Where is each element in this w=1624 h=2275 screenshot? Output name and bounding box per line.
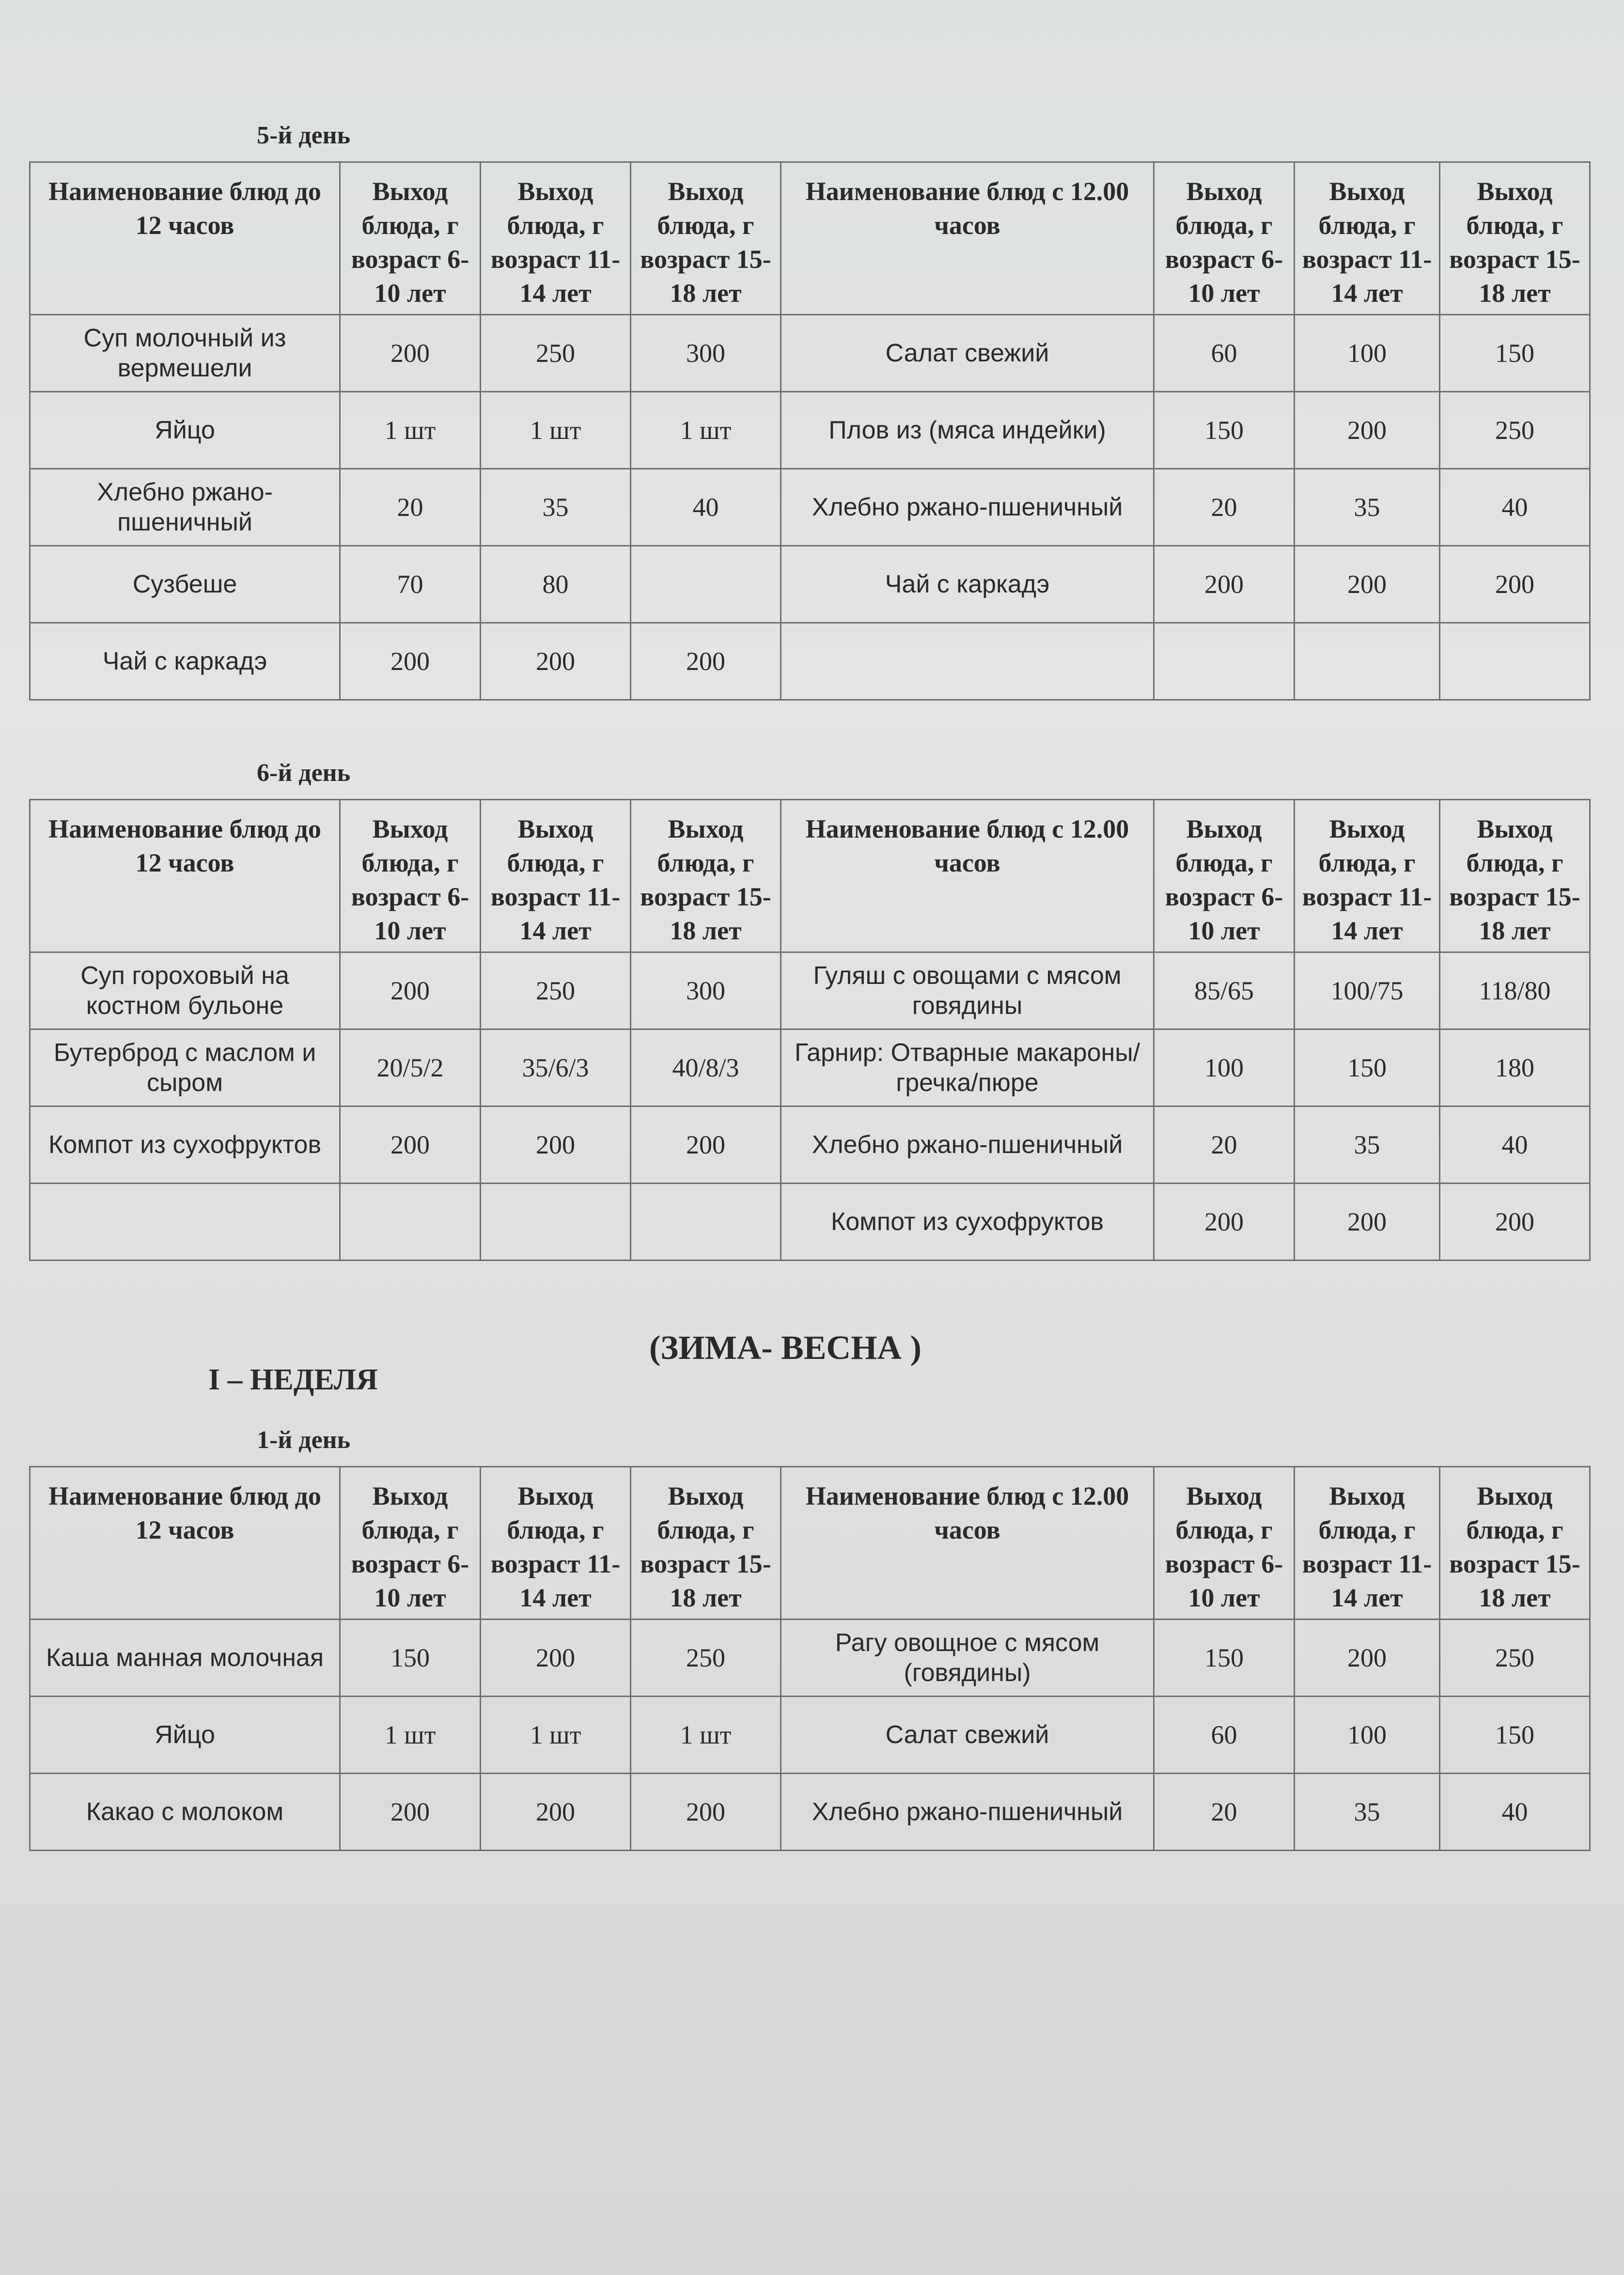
header-yield-11-14: Выход блюда, г возраст 11-14 лет bbox=[481, 800, 631, 952]
table-body bbox=[30, 315, 1590, 700]
table-row bbox=[30, 315, 1590, 392]
cell-yield-11-14: 200 bbox=[481, 1774, 631, 1851]
menu-table-day-1 bbox=[29, 1466, 1591, 1851]
header-dish-after: Наименование блюд с 12.00 часов bbox=[781, 800, 1154, 952]
cell-yield-11-14: 100 bbox=[1295, 315, 1440, 392]
cell-dish-before: Каша манная молочная bbox=[30, 1620, 340, 1697]
cell-dish-after: Хлебно ржано-пшеничный bbox=[781, 1106, 1154, 1184]
header-yield-11-14: Выход блюда, г возраст 11-14 лет bbox=[1295, 800, 1440, 952]
day-6-title: 6-й день bbox=[257, 759, 351, 787]
cell-yield-6-10: 200 bbox=[1154, 1184, 1295, 1261]
menu-table-day-5 bbox=[29, 161, 1591, 701]
cell-yield-15-18: 180 bbox=[1440, 1029, 1590, 1106]
cell-yield-6-10: 60 bbox=[1154, 1697, 1295, 1774]
cell-yield-15-18 bbox=[631, 1184, 781, 1261]
cell-yield-6-10: 150 bbox=[340, 1620, 481, 1697]
cell-dish-before: Яйцо bbox=[30, 392, 340, 469]
cell-dish-after bbox=[781, 623, 1154, 700]
table-row bbox=[30, 1697, 1590, 1774]
table-row bbox=[30, 623, 1590, 700]
cell-yield-6-10: 200 bbox=[340, 315, 481, 392]
cell-dish-after: Плов из (мяса индейки) bbox=[781, 392, 1154, 469]
table-row bbox=[30, 1106, 1590, 1184]
cell-dish-before: Яйцо bbox=[30, 1697, 340, 1774]
cell-dish-before: Суп гороховый на костном бульоне bbox=[30, 952, 340, 1029]
header-yield-15-18: Выход блюда, г возраст 15-18 лет bbox=[631, 800, 781, 952]
header-yield-6-10: Выход блюда, г возраст 6-10 лет bbox=[340, 162, 481, 315]
cell-yield-11-14: 150 bbox=[1295, 1029, 1440, 1106]
cell-yield-6-10: 20 bbox=[1154, 469, 1295, 546]
cell-yield-15-18: 40 bbox=[1440, 1774, 1590, 1851]
header-dish-after: Наименование блюд с 12.00 часов bbox=[781, 162, 1154, 315]
table-body bbox=[30, 952, 1590, 1261]
cell-yield-11-14: 100 bbox=[1295, 1697, 1440, 1774]
cell-yield-11-14: 1 шт bbox=[481, 392, 631, 469]
header-dish-before: Наименование блюд до 12 часов bbox=[30, 1467, 340, 1620]
cell-yield-11-14: 200 bbox=[1295, 546, 1440, 623]
cell-yield-11-14: 200 bbox=[481, 623, 631, 700]
cell-yield-15-18: 200 bbox=[631, 623, 781, 700]
table-row bbox=[30, 1184, 1590, 1261]
cell-dish-before: Чай с каркадэ bbox=[30, 623, 340, 700]
season-title: (ЗИМА- ВЕСНА ) bbox=[649, 1329, 921, 1367]
cell-yield-11-14: 35 bbox=[1295, 1774, 1440, 1851]
cell-yield-6-10: 1 шт bbox=[340, 1697, 481, 1774]
section-heading bbox=[29, 1329, 1599, 1426]
cell-yield-15-18: 200 bbox=[1440, 1184, 1590, 1261]
table-body bbox=[30, 1620, 1590, 1851]
header-yield-15-18: Выход блюда, г возраст 15-18 лет bbox=[1440, 1467, 1590, 1620]
cell-dish-after: Гарнир: Отварные макароны/ гречка/пюре bbox=[781, 1029, 1154, 1106]
cell-dish-before: Суп молочный из вермешели bbox=[30, 315, 340, 392]
header-yield-11-14: Выход блюда, г возраст 11-14 лет bbox=[1295, 162, 1440, 315]
table-row bbox=[30, 1774, 1590, 1851]
cell-yield-6-10: 200 bbox=[1154, 546, 1295, 623]
cell-yield-6-10: 60 bbox=[1154, 315, 1295, 392]
cell-yield-11-14: 100/75 bbox=[1295, 952, 1440, 1029]
cell-yield-11-14: 200 bbox=[1295, 1184, 1440, 1261]
header-yield-6-10: Выход блюда, г возраст 6-10 лет bbox=[1154, 1467, 1295, 1620]
header-yield-15-18: Выход блюда, г возраст 15-18 лет bbox=[631, 162, 781, 315]
cell-dish-before: Сузбеше bbox=[30, 546, 340, 623]
cell-yield-11-14: 35 bbox=[1295, 1106, 1440, 1184]
cell-yield-11-14 bbox=[1295, 623, 1440, 700]
cell-dish-after: Салат свежий bbox=[781, 315, 1154, 392]
menu-table-day-6 bbox=[29, 799, 1591, 1261]
cell-yield-15-18: 118/80 bbox=[1440, 952, 1590, 1029]
table-row bbox=[30, 1620, 1590, 1697]
cell-dish-after: Компот из сухофруктов bbox=[781, 1184, 1154, 1261]
header-yield-11-14: Выход блюда, г возраст 11-14 лет bbox=[1295, 1467, 1440, 1620]
cell-yield-11-14: 200 bbox=[481, 1106, 631, 1184]
cell-dish-before: Бутерброд с маслом и сыром bbox=[30, 1029, 340, 1106]
cell-yield-6-10: 20 bbox=[1154, 1106, 1295, 1184]
cell-yield-15-18: 250 bbox=[631, 1620, 781, 1697]
cell-yield-11-14: 200 bbox=[481, 1620, 631, 1697]
page-content bbox=[29, 121, 1599, 1909]
table-head bbox=[30, 162, 1590, 315]
cell-yield-11-14: 35 bbox=[481, 469, 631, 546]
cell-yield-6-10: 100 bbox=[1154, 1029, 1295, 1106]
cell-yield-15-18: 300 bbox=[631, 952, 781, 1029]
cell-yield-11-14: 200 bbox=[1295, 392, 1440, 469]
cell-dish-after: Хлебно ржано-пшеничный bbox=[781, 469, 1154, 546]
cell-dish-before: Какао с молоком bbox=[30, 1774, 340, 1851]
table-head bbox=[30, 1467, 1590, 1620]
cell-yield-6-10: 70 bbox=[340, 546, 481, 623]
cell-dish-after: Салат свежий bbox=[781, 1697, 1154, 1774]
day-5-title: 5-й день bbox=[257, 122, 351, 149]
cell-yield-15-18: 40 bbox=[631, 469, 781, 546]
table-header-row bbox=[30, 800, 1590, 952]
cell-yield-11-14: 200 bbox=[1295, 1620, 1440, 1697]
header-yield-11-14: Выход блюда, г возраст 11-14 лет bbox=[481, 1467, 631, 1620]
cell-dish-after: Гуляш с овощами с мясом говядины bbox=[781, 952, 1154, 1029]
cell-yield-6-10 bbox=[1154, 623, 1295, 700]
cell-dish-after: Хлебно ржано-пшеничный bbox=[781, 1774, 1154, 1851]
cell-yield-15-18: 300 bbox=[631, 315, 781, 392]
cell-dish-before: Компот из сухофруктов bbox=[30, 1106, 340, 1184]
header-dish-after: Наименование блюд с 12.00 часов bbox=[781, 1467, 1154, 1620]
cell-yield-6-10: 150 bbox=[1154, 1620, 1295, 1697]
day-1-title: 1-й день bbox=[257, 1426, 351, 1454]
table-row bbox=[30, 392, 1590, 469]
cell-yield-11-14: 250 bbox=[481, 315, 631, 392]
cell-yield-15-18: 150 bbox=[1440, 1697, 1590, 1774]
cell-yield-6-10: 85/65 bbox=[1154, 952, 1295, 1029]
cell-yield-6-10: 1 шт bbox=[340, 392, 481, 469]
cell-yield-15-18 bbox=[631, 546, 781, 623]
header-yield-15-18: Выход блюда, г возраст 15-18 лет bbox=[1440, 162, 1590, 315]
week-title: I – НЕДЕЛЯ bbox=[208, 1363, 378, 1396]
table-row bbox=[30, 546, 1590, 623]
cell-yield-15-18: 200 bbox=[631, 1774, 781, 1851]
cell-yield-15-18: 1 шт bbox=[631, 392, 781, 469]
cell-yield-6-10: 200 bbox=[340, 623, 481, 700]
header-dish-before: Наименование блюд до 12 часов bbox=[30, 162, 340, 315]
cell-yield-6-10: 200 bbox=[340, 952, 481, 1029]
cell-yield-11-14: 35 bbox=[1295, 469, 1440, 546]
cell-yield-6-10: 200 bbox=[340, 1774, 481, 1851]
header-dish-before: Наименование блюд до 12 часов bbox=[30, 800, 340, 952]
header-yield-15-18: Выход блюда, г возраст 15-18 лет bbox=[1440, 800, 1590, 952]
cell-yield-15-18: 1 шт bbox=[631, 1697, 781, 1774]
cell-dish-after: Чай с каркадэ bbox=[781, 546, 1154, 623]
cell-yield-6-10: 20 bbox=[1154, 1774, 1295, 1851]
cell-yield-15-18: 250 bbox=[1440, 392, 1590, 469]
cell-yield-15-18 bbox=[1440, 623, 1590, 700]
table-row bbox=[30, 952, 1590, 1029]
table-header-row bbox=[30, 162, 1590, 315]
cell-yield-11-14: 35/6/3 bbox=[481, 1029, 631, 1106]
cell-yield-6-10: 150 bbox=[1154, 392, 1295, 469]
cell-yield-6-10: 20 bbox=[340, 469, 481, 546]
table-head bbox=[30, 800, 1590, 952]
cell-yield-15-18: 250 bbox=[1440, 1620, 1590, 1697]
cell-yield-15-18: 40/8/3 bbox=[631, 1029, 781, 1106]
cell-yield-6-10 bbox=[340, 1184, 481, 1261]
cell-yield-15-18: 150 bbox=[1440, 315, 1590, 392]
cell-yield-6-10: 200 bbox=[340, 1106, 481, 1184]
table-row bbox=[30, 469, 1590, 546]
cell-yield-15-18: 40 bbox=[1440, 1106, 1590, 1184]
cell-yield-11-14: 80 bbox=[481, 546, 631, 623]
cell-dish-after: Рагу овощное с мясом (говядины) bbox=[781, 1620, 1154, 1697]
header-yield-11-14: Выход блюда, г возраст 11-14 лет bbox=[481, 162, 631, 315]
cell-dish-before bbox=[30, 1184, 340, 1261]
table-header-row bbox=[30, 1467, 1590, 1620]
header-yield-6-10: Выход блюда, г возраст 6-10 лет bbox=[1154, 162, 1295, 315]
header-yield-6-10: Выход блюда, г возраст 6-10 лет bbox=[340, 800, 481, 952]
header-yield-6-10: Выход блюда, г возраст 6-10 лет bbox=[1154, 800, 1295, 952]
cell-yield-11-14 bbox=[481, 1184, 631, 1261]
cell-yield-15-18: 40 bbox=[1440, 469, 1590, 546]
cell-yield-15-18: 200 bbox=[1440, 546, 1590, 623]
cell-yield-6-10: 20/5/2 bbox=[340, 1029, 481, 1106]
cell-dish-before: Хлебно ржано-пшеничный bbox=[30, 469, 340, 546]
table-row bbox=[30, 1029, 1590, 1106]
cell-yield-11-14: 1 шт bbox=[481, 1697, 631, 1774]
header-yield-15-18: Выход блюда, г возраст 15-18 лет bbox=[631, 1467, 781, 1620]
cell-yield-11-14: 250 bbox=[481, 952, 631, 1029]
cell-yield-15-18: 200 bbox=[631, 1106, 781, 1184]
header-yield-6-10: Выход блюда, г возраст 6-10 лет bbox=[340, 1467, 481, 1620]
